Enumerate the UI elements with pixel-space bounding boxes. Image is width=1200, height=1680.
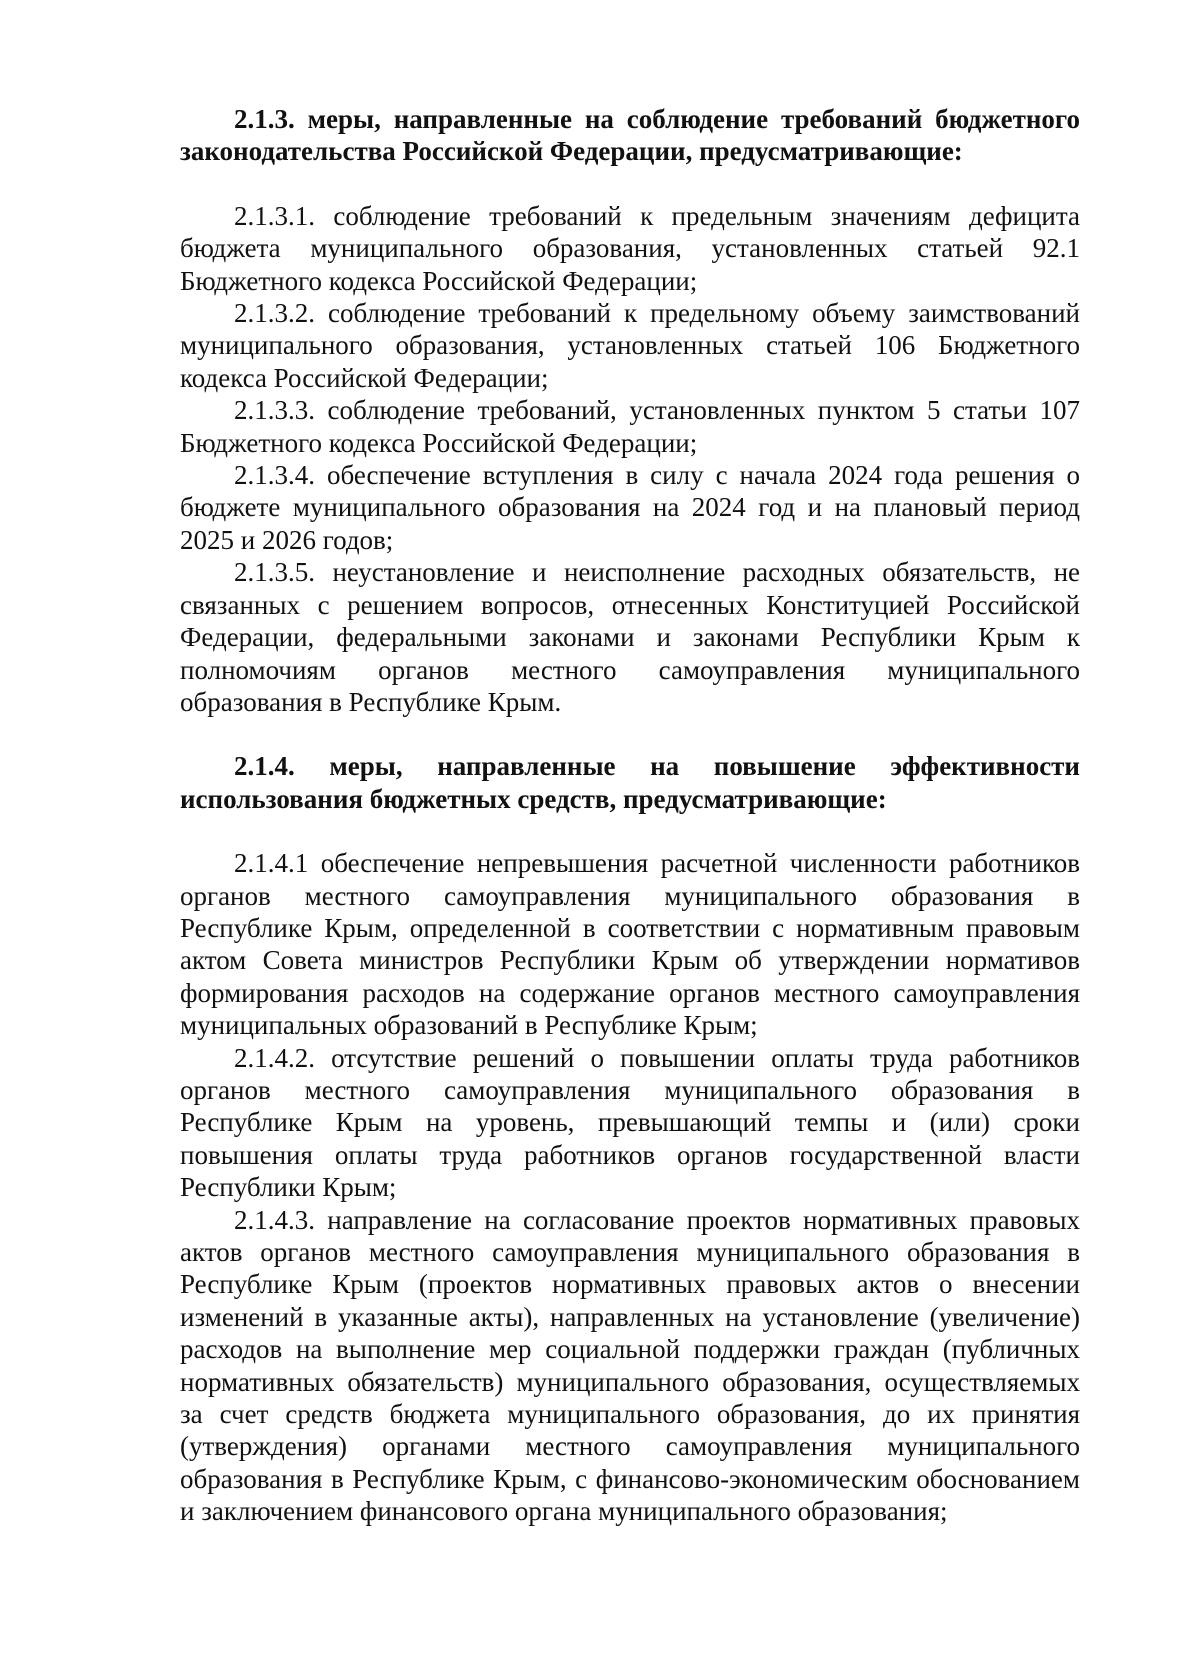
section-heading-2-1-4: 2.1.4. меры, направленные на повышение эффективности использования бюджетных средств, предусматривающие: [180,751,1080,814]
paragraph-text: соблюдение требований к предельным значениям дефицита бюджета муниципального образования, установленных статьей 92.1 Бюджетного кодекса Российской Федерации; [180,200,1080,296]
paragraph-number: 2.1.4.3. [234,1204,315,1235]
paragraph-number: 2.1.3.5. [234,557,315,588]
paragraph-number: 2.1.3.3. [234,395,315,426]
paragraph-text: соблюдение требований к предельному объему заимствований муниципального образования, установленных статьей 106 Бюджетного кодекса Российской Федерации; [180,298,1081,393]
paragraph-2-1-3-3 [180,394,1080,459]
paragraph-number: 2.1.4.2. [234,1042,315,1073]
paragraph-2-1-4-2 [180,1042,1080,1204]
section-2-1-3-items [180,200,1080,719]
paragraph-number: 2.1.3.2. [234,298,315,329]
paragraph-number: 2.1.3.4. [234,460,315,491]
paragraph-text: направление на согласование проектов нормативных правовых актов органов местного самоуправления муниципального образования в Республике Крым (проектов нормативных правовых актов о внесении изменений в указанные акты), направленных на установление (увеличение) расходов на выполнение мер социальной поддержки граждан (публичных нормативных обязательств) муниципального образования, осуществляемых за счет средств бюджета муниципального образования, до их принятия (утверждения) органами местного самоуправления муниципального образования в Республике Крым, с финансово-экономическим обоснованием и заключением финансового органа муниципального образования; [180,1204,1081,1527]
document-page [180,103,1080,1528]
paragraph-text: неустановление и неисполнение расходных обязательств, не связанных с решением вопросов, отнесенных Конституцией Российской Федерации, федеральными законами и законами Республики Крым к полномочиям органов местного самоуправления муниципального образования в Республике Крым. [180,557,1080,717]
paragraph-2-1-4-1 [180,847,1080,1041]
paragraph-text: обеспечение непревышения расчетной численности работников органов местного самоуправления муниципального образования в Республике Крым, определенной в соответствии с нормативным правовым актом Совета министров Республики Крым об утверждении нормативов формирования расходов на содержание органов местного самоуправления муниципальных образований в Республике Крым; [180,848,1081,1041]
paragraph-number: 2.1.4.1 [234,848,309,879]
section-heading-2-1-3: 2.1.3. меры, направленные на соблюдение требований бюджетного законодательства Российской Федерации, предусматривающие: [180,104,1080,167]
paragraph-text: обеспечение вступления в силу с начала 2024 года решения о бюджете муниципального образования на 2024 год и на плановый период 2025 и 2026 годов; [180,460,1081,555]
paragraph-text: отсутствие решений о повышении оплаты труда работников органов местного самоуправления муниципального образования в Республике Крым на уровень, превышающий темпы и (или) сроки повышения оплаты труда работников органов государственной власти Республики Крым; [180,1042,1081,1203]
paragraph-2-1-3-1 [180,200,1080,297]
paragraph-2-1-4-3 [180,1204,1080,1528]
paragraph-number: 2.1.3.1. [234,200,315,231]
section-2-1-4-items [180,847,1080,1528]
paragraph-2-1-3-4 [180,459,1080,556]
paragraph-2-1-3-5 [180,556,1080,718]
paragraph-text: соблюдение требований, установленных пунктом 5 статьи 107 Бюджетного кодекса Российской Федерации; [180,395,1080,458]
paragraph-2-1-3-2 [180,297,1080,394]
